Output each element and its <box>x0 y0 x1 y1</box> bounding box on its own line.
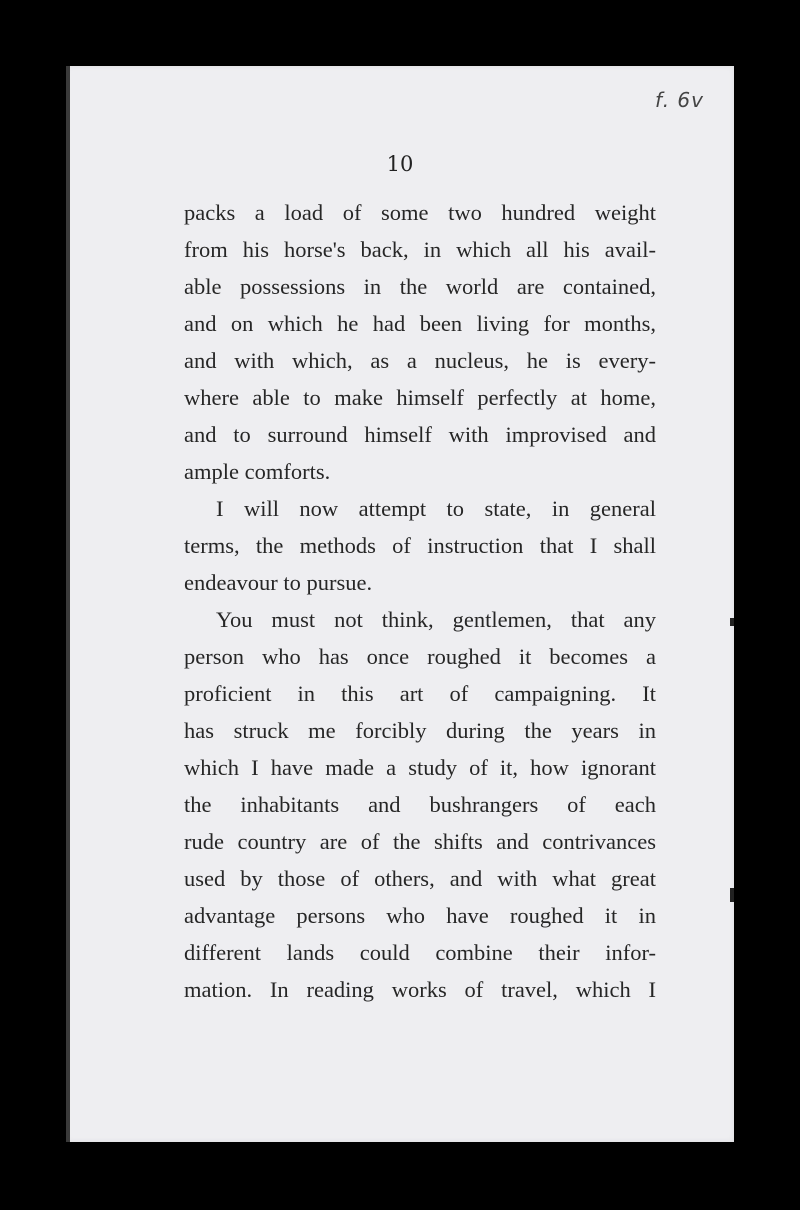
text-line: where able to make himself perfectly at home, <box>184 385 656 410</box>
text-line: endeavour to pursue. <box>184 570 373 595</box>
text-line: has struck me forcibly during the years in <box>184 718 656 743</box>
page-binding-edge <box>66 66 70 1142</box>
text-line: terms, the methods of instruction that I shall <box>184 533 656 558</box>
text-line: packs a load of some two hundred weight <box>184 200 656 225</box>
text-line: advantage persons who have roughed it in <box>184 903 656 928</box>
text-line: different lands could combine their infor- <box>184 940 656 965</box>
text-line: and to surround himself with improvised and <box>184 422 656 447</box>
page-number: 10 <box>386 152 414 176</box>
page-edge-mark <box>730 618 734 626</box>
text-line: ample comforts. <box>184 459 331 484</box>
text-line: mation. In reading works of travel, which I <box>184 977 656 1002</box>
text-line: used by those of others, and with what great <box>184 866 656 891</box>
text-line: I will now attempt to state, in general <box>216 496 656 521</box>
text-line: the inhabitants and bushrangers of each <box>184 792 656 817</box>
text-line: rude country are of the shifts and contrivances <box>184 829 656 854</box>
page-edge-mark <box>730 888 734 902</box>
body-text <box>184 194 656 1008</box>
text-line: You must not think, gentlemen, that any <box>216 607 656 632</box>
text-line: which I have made a study of it, how ignorant <box>184 755 656 780</box>
text-line: from his horse's back, in which all his avail- <box>184 237 656 262</box>
text-line: and on which he had been living for months, <box>184 311 656 336</box>
folio-mark: f. 6v <box>655 88 704 112</box>
text-line: person who has once roughed it becomes a <box>184 644 656 669</box>
text-line: able possessions in the world are contained, <box>184 274 656 299</box>
text-line: proficient in this art of campaigning. It <box>184 681 656 706</box>
text-line: and with which, as a nucleus, he is every- <box>184 348 656 373</box>
book-page <box>66 66 734 1142</box>
